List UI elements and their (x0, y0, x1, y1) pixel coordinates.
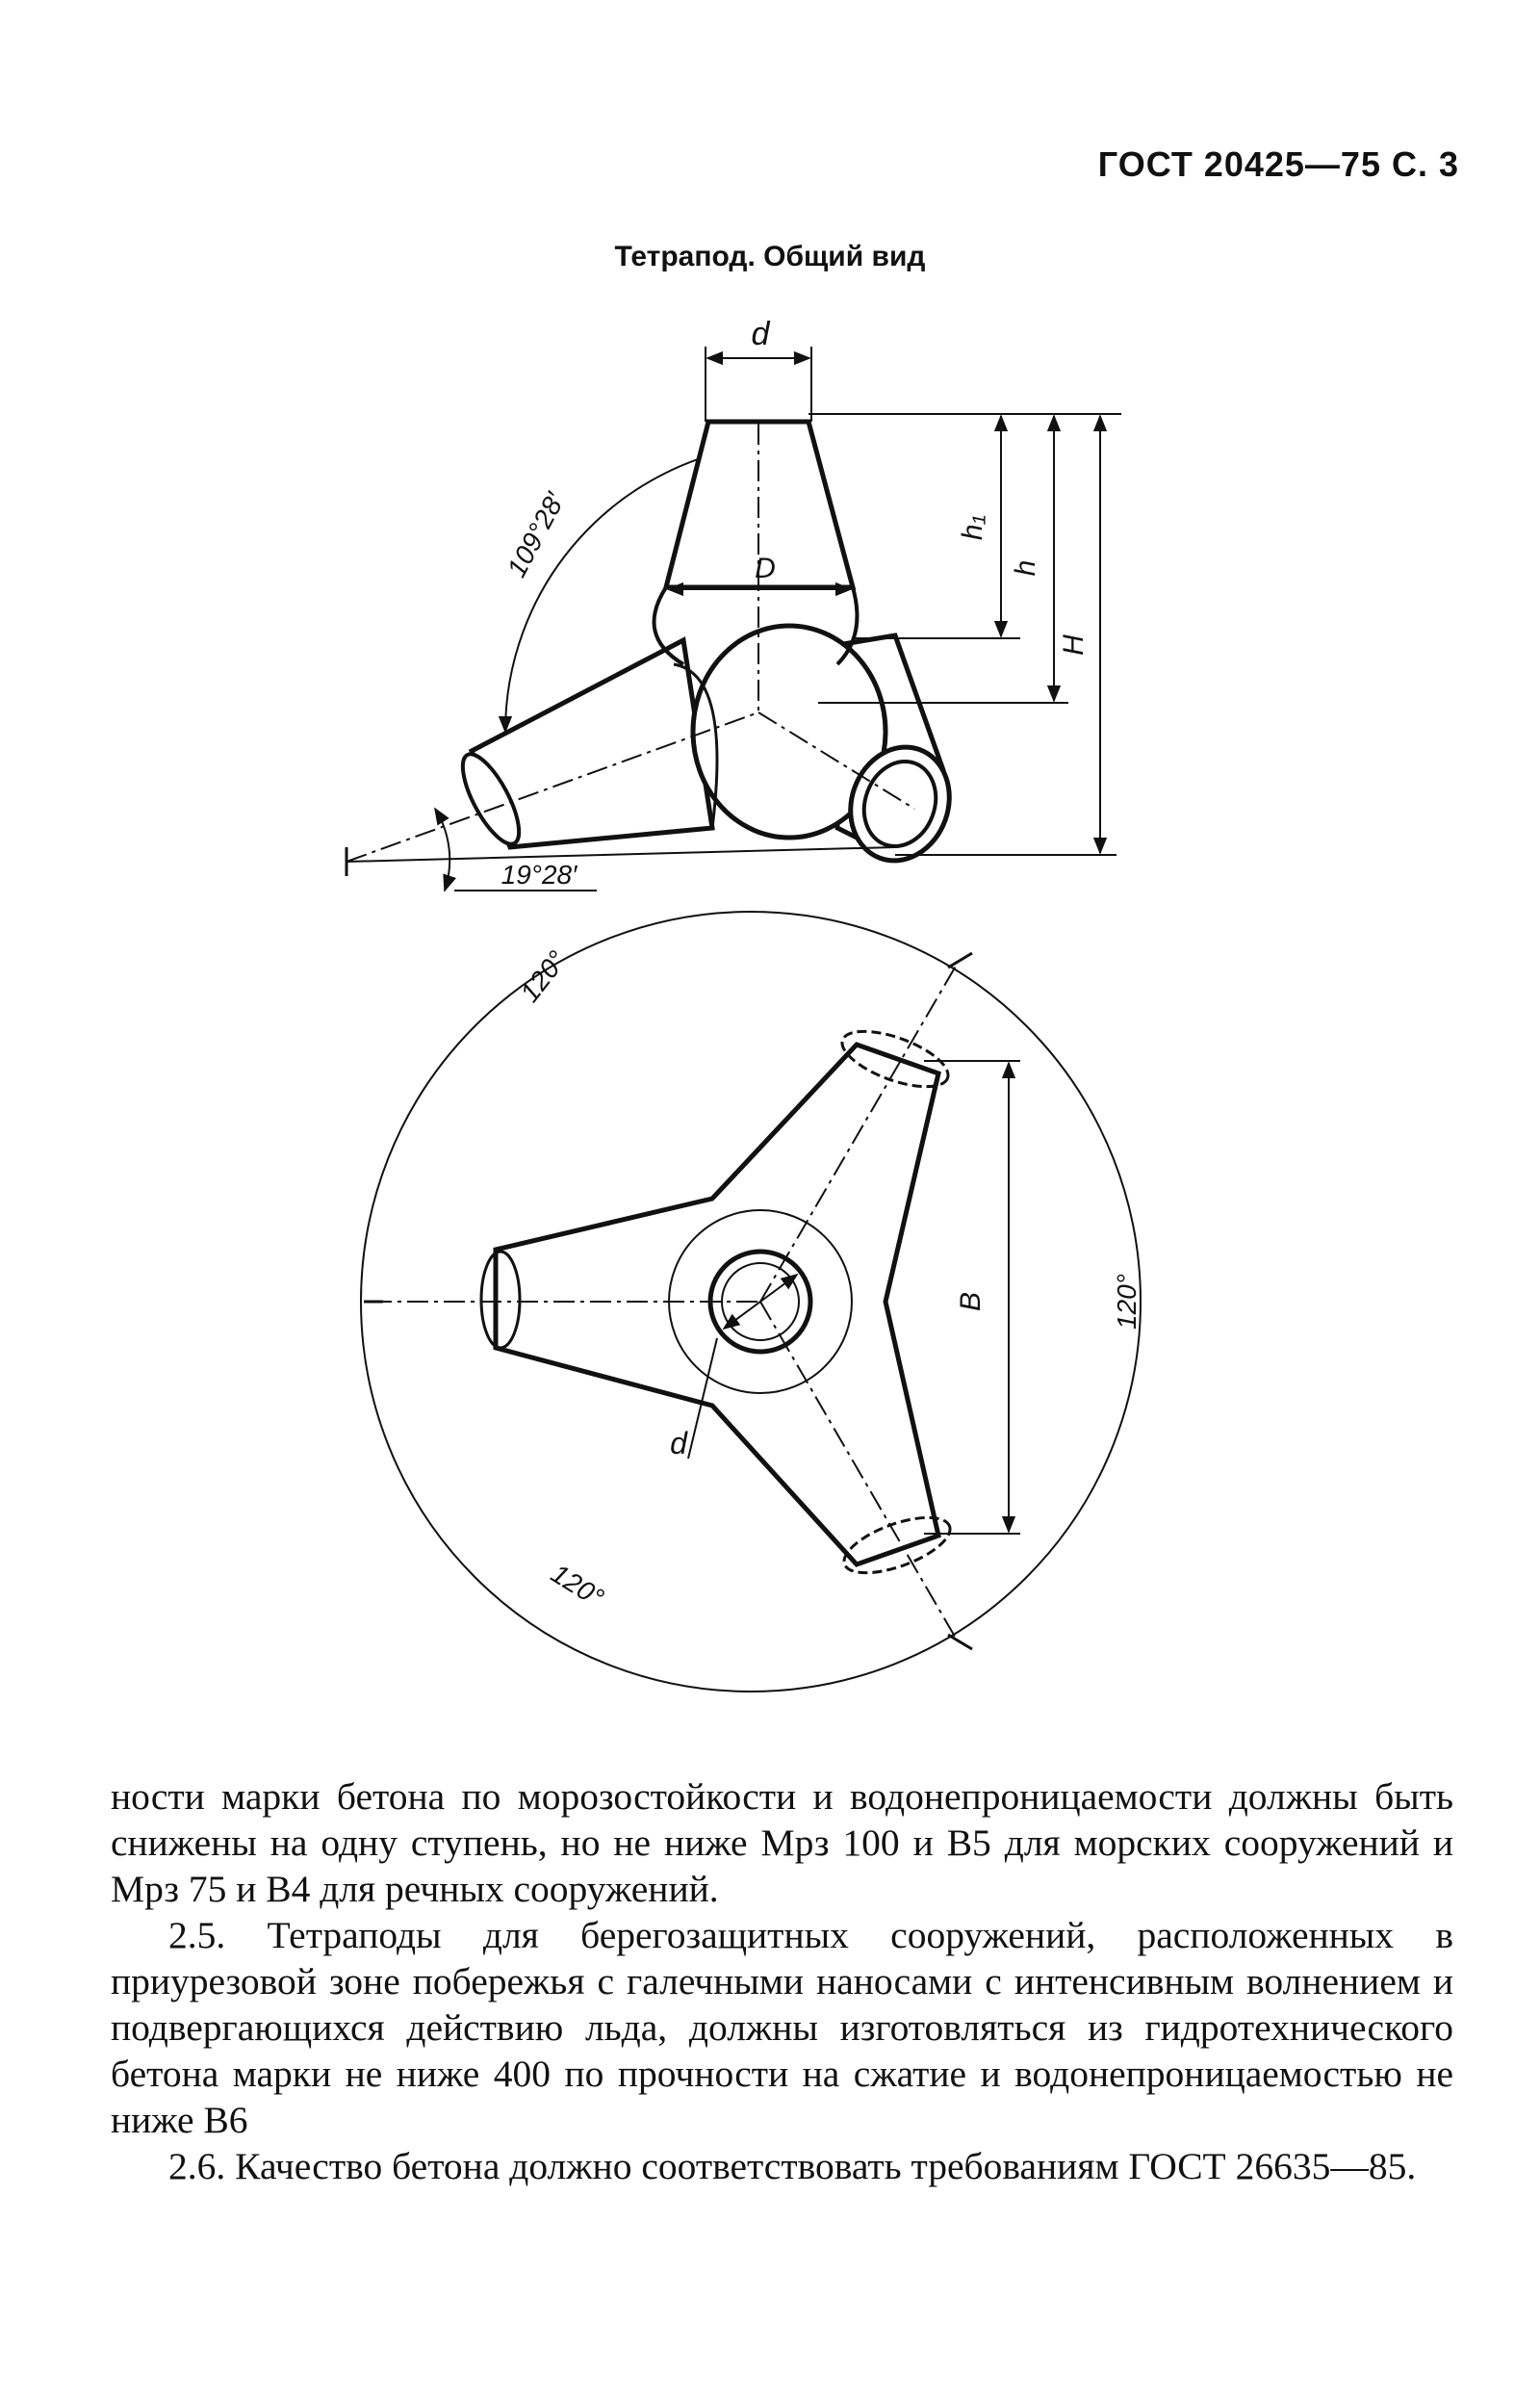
label-h: h (1010, 559, 1041, 577)
figure-title: Тетрапод. Общий вид (614, 241, 926, 272)
plan-view (361, 912, 1141, 1692)
angle-arc-19 (435, 809, 449, 891)
label-120-top: 120° (514, 944, 573, 1008)
label-120-bottom: 120° (546, 1558, 609, 1614)
label-B: B (955, 1291, 987, 1312)
page-header: ГОСТ 20425—75 С. 3 (1097, 144, 1459, 184)
paragraph-continuation: ности марки бетона по морозостойкости и водонепроницаемости должны быть снижены на одну ступень, но не ниже Мрз 100 и В5 для морских сооружений и Мрз 75 и В4 для речных сооружений. (111, 1775, 1453, 1910)
label-angle-19: 19°28′ (500, 860, 578, 890)
label-D: D (755, 553, 776, 584)
label-d-plan: d (670, 1426, 687, 1460)
body-text (111, 1773, 1453, 2189)
side-view (346, 347, 1121, 891)
item-2-6: 2.6. Качество бетона должно соответствовать требованиям ГОСТ 26635—85. (168, 2145, 1417, 2187)
base-line (346, 847, 895, 862)
label-120-right: 120° (1112, 1274, 1142, 1330)
label-d: d (751, 316, 770, 352)
label-H: H (1058, 634, 1090, 656)
item-2-5: 2.5. Тетраподы для берегозащитных сооружений, расположенных в приурезовой зоне побережья с галечными наносами с интенсивным волнением и подвергающихся действию льда, должны изготовляться из гидротехнического бетона марки не ниже 400 по прочности на сжатие и водонепроницаемостью не ниже В6 (111, 1914, 1453, 2141)
label-h1: h₁ (957, 514, 988, 541)
label-angle-109: 109°28′ (500, 487, 571, 582)
